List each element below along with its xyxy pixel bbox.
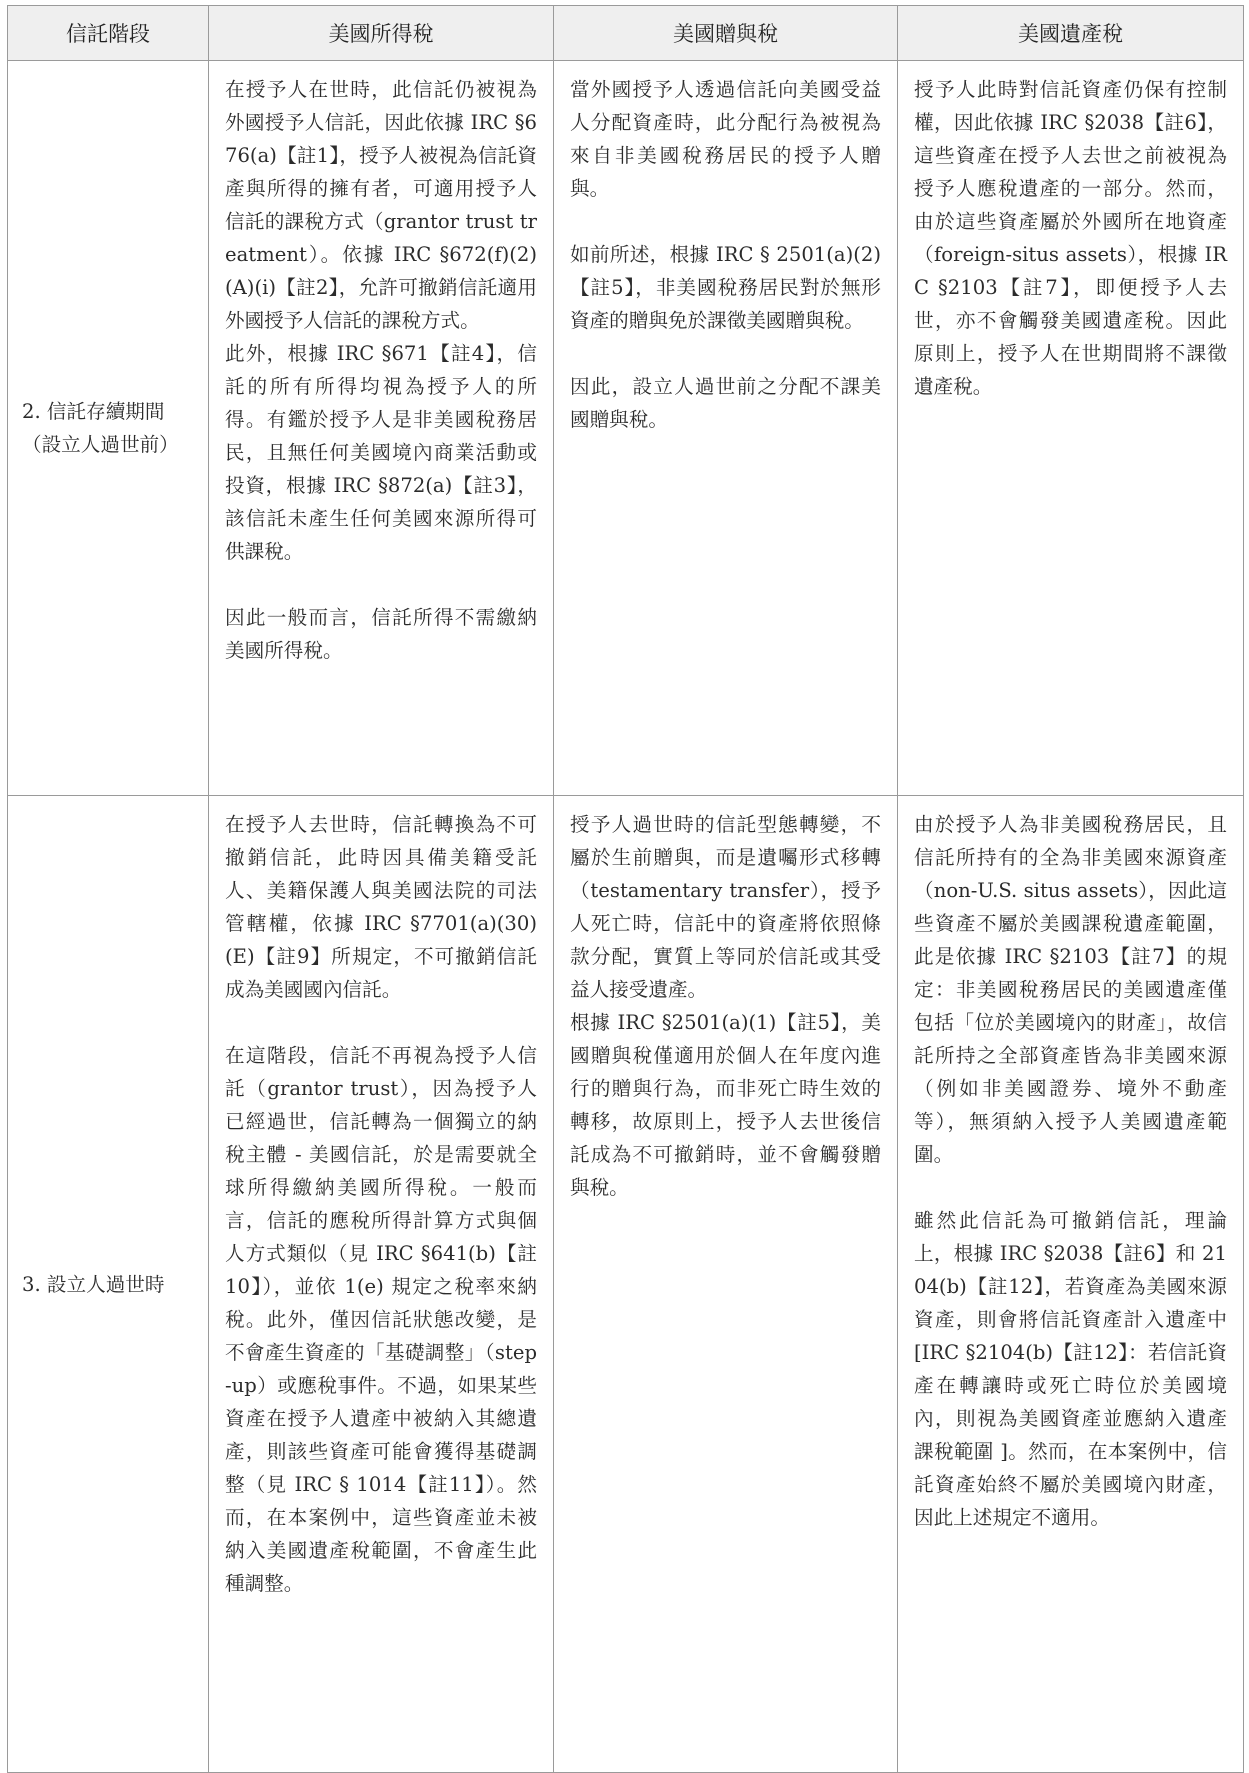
income-tax-paragraph: 因此一般而言，信託所得不需繳納美國所得稅。 — [225, 606, 537, 662]
header-us-gift-tax: 美國贈與稅 — [554, 6, 898, 61]
gift-tax-paragraph: 因此，設立人過世前之分配不課美國贈與稅。 — [570, 375, 881, 431]
income-tax-paragraph: 在授予人去世時，信託轉換為不可撤銷信託，此時因具備美籍受託人、美籍保護人與美國法院的司法管轄權，依據 IRC §7701(a)(30)(E)【註9】所規定，不可撤銷信託成為美國國內信託。 — [225, 813, 537, 1001]
gift-tax-paragraph: 根據 IRC §2501(a)(1)【註5】，美國贈與稅僅適用於個人在年度內進行的贈與行為，而非死亡時生效的轉移，故原則上，授予人去世後信託成為不可撤銷時，並不會觸發贈與稅。 — [570, 1011, 881, 1199]
table-row — [8, 796, 1244, 1773]
estate-tax-cell — [898, 61, 1244, 796]
income-tax-paragraph: 在授予人在世時，此信託仍被視為外國授予人信託，因此依據 IRC §676(a)【註1】，授予人被視為信託資產與所得的擁有者，可適用授予人信託的課稅方式（grantor trust treatment）。依據 IRC §672(f)(2)(A)(i)【註2】，允許可撤銷信託適用外國授予人信託的課稅方式。 — [225, 78, 537, 332]
income-tax-cell — [209, 796, 554, 1773]
header-row — [8, 6, 1244, 61]
table-row — [8, 61, 1244, 796]
income-tax-cell — [209, 61, 554, 796]
header-us-income-tax: 美國所得稅 — [209, 6, 554, 61]
header-trust-stage: 信託階段 — [8, 6, 209, 61]
gift-tax-cell — [554, 61, 898, 796]
gift-tax-paragraph: 授予人過世時的信託型態轉變，不屬於生前贈與，而是遺囑形式移轉（testamentary transfer），授予人死亡時，信託中的資產將依照條款分配，實質上等同於信託或其受益人接受遺產。 — [570, 813, 881, 1001]
income-tax-paragraph: 在這階段，信託不再視為授予人信託（grantor trust），因為授予人已經過世，信託轉為一個獨立的納稅主體 - 美國信託，於是需要就全球所得繳納美國所得稅。一般而言，信託的應稅所得計算方式與個人方式類似（見 IRC §641(b)【註10】），並依 1(e) 規定之稅率來納稅。此外，僅因信託狀態改變，是不會產生資產的「基礎調整」（step-up）或應稅事件。不過，如果某些資產在授予人遺產中被納入其總遺產，則該些資產可能會獲得基礎調整（見 IRC § 1014【註11】）。然而，在本案例中，這些資產並未被納入美國遺產稅範圍，不會產生此種調整。 — [225, 1044, 537, 1595]
gift-tax-cell — [554, 796, 898, 1773]
estate-tax-paragraph: 由於授予人為非美國稅務居民，且信託所持有的全為非美國來源資產（non-U.S. situs assets），因此這些資產不屬於美國課稅遺產範圍，此是依據 IRC §2103【註7】的規定：非美國稅務居民的美國遺產僅包括「位於美國境內的財產」，故信託所持之全部資產皆為非美國來源（例如非美國證券、境外不動產等），無須納入授予人美國遺產範圍。 — [914, 813, 1227, 1166]
estate-tax-paragraph: 授予人此時對信託資產仍保有控制權，因此依據 IRC §2038【註6】，這些資產在授予人去世之前被視為授予人應稅遺產的一部分。然而，由於這些資產屬於外國所在地資產（foreign-situs assets），根據 IRC §2103【註7】，即便授予人去世，亦不會觸發美國遺產稅。因此原則上，授予人在世期間將不課徵遺產稅。 — [914, 78, 1227, 398]
stage-cell — [8, 796, 209, 1773]
gift-tax-paragraph: 當外國授予人透過信託向美國受益人分配資產時，此分配行為被視為來自非美國稅務居民的授予人贈與。 — [570, 78, 881, 200]
stage-label: 2. 信託存續期間（設立人過世前） — [22, 400, 179, 456]
gift-tax-paragraph: 如前所述，根據 IRC § 2501(a)(2)【註5】，非美國稅務居民對於無形資產的贈與免於課徵美國贈與稅。 — [570, 243, 881, 332]
estate-tax-paragraph: 雖然此信託為可撤銷信託，理論上，根據 IRC §2038【註6】和 2104(b)【註12】，若資產為美國來源資產，則會將信託資產計入遺產中 [IRC §2104(b)【註12】：若信託資產在轉讓時或死亡時位於美國境內，則視為美國資產並應納入遺產課稅範圍 ]。然而，在本案例中，信託資產始終不屬於美國境內財產，因此上述規定不適用。 — [914, 1209, 1227, 1529]
estate-tax-cell — [898, 796, 1244, 1773]
stage-label: 3. 設立人過世時 — [22, 1272, 165, 1296]
header-us-estate-tax: 美國遺產稅 — [898, 6, 1244, 61]
tax-comparison-table — [7, 5, 1244, 1773]
income-tax-paragraph: 此外，根據 IRC §671【註4】，信託的所有所得均視為授予人的所得。有鑑於授予人是非美國稅務居民，且無任何美國境內商業活動或投資，根據 IRC §872(a)【註3】，該信託未產生任何美國來源所得可供課稅。 — [225, 342, 537, 563]
stage-cell — [8, 61, 209, 796]
